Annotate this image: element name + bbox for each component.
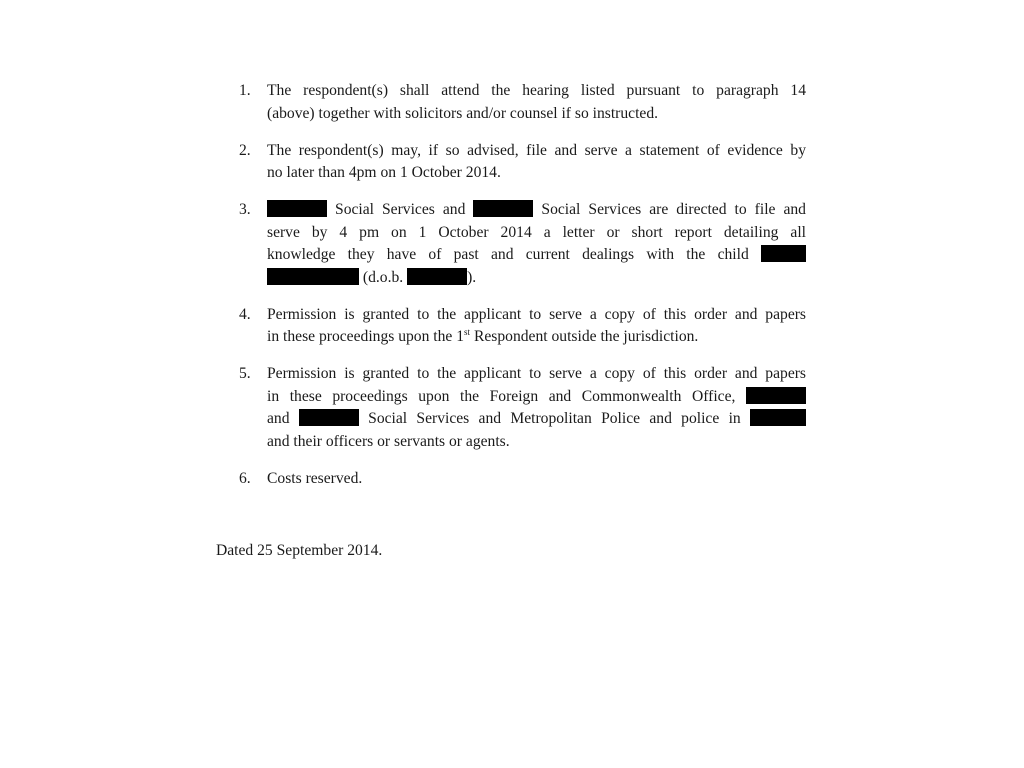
- order-item-6: [239, 468, 806, 491]
- order-line: [267, 244, 806, 267]
- order-item-3: [239, 199, 806, 289]
- order-number: 6.: [239, 469, 251, 487]
- order-number: 4.: [239, 305, 251, 323]
- order-text: knowledge they have of past and current dealings with the child: [267, 246, 749, 263]
- order-text: Social Services and Metropolitan Police and police in: [368, 410, 741, 427]
- order-text: and: [267, 410, 290, 427]
- order-item-4: [239, 304, 806, 349]
- order-text: Social Services and: [335, 201, 466, 218]
- redaction-block: [299, 409, 359, 426]
- order-line: Costs reserved.: [267, 469, 363, 487]
- order-list: [239, 80, 806, 505]
- order-line: [267, 408, 806, 431]
- order-number: 1.: [239, 82, 251, 99]
- redaction-block: [407, 268, 467, 285]
- order-text: (d.o.b.: [362, 268, 404, 286]
- order-text: ).: [467, 268, 477, 286]
- order-line: [267, 267, 806, 290]
- order-line: and their officers or servants or agents.: [267, 432, 510, 450]
- redaction-block: [746, 387, 806, 404]
- redaction-block: [267, 200, 327, 217]
- order-line: serve by 4 pm on 1 October 2014 a letter or short report detailing all: [267, 223, 806, 241]
- order-text: Respondent outside the jurisdiction.: [473, 328, 699, 345]
- order-item-1: [239, 80, 806, 125]
- order-text: in these proceedings upon the 1: [267, 328, 465, 345]
- order-line: [267, 386, 806, 409]
- order-number: 5.: [239, 365, 251, 382]
- ordinal-suffix: st: [464, 327, 471, 337]
- redaction-block: [267, 268, 359, 285]
- dated-line: Dated 25 September 2014.: [216, 542, 383, 559]
- order-line: no later than 4pm on 1 October 2014.: [267, 164, 501, 181]
- order-line: [267, 326, 806, 349]
- redaction-block: [750, 409, 806, 426]
- order-line: [267, 199, 806, 222]
- order-line: Permission is granted to the applicant to serve a copy of this order and papers: [267, 365, 806, 382]
- order-text: in these proceedings upon the Foreign and Commonwealth Office,: [267, 387, 736, 405]
- order-line: The respondent(s) may, if so advised, file and serve a statement of evidence by: [267, 141, 806, 159]
- redaction-block: [761, 245, 806, 262]
- order-item-2: [239, 140, 806, 185]
- order-number: 3.: [239, 201, 251, 218]
- order-text: Social Services are directed to file and: [541, 201, 806, 218]
- order-line: Permission is granted to the applicant to serve a copy of this order and papers: [267, 305, 806, 323]
- order-line: (above) together with solicitors and/or counsel if so instructed.: [267, 104, 659, 122]
- order-number: 2.: [239, 141, 251, 159]
- order-item-5: [239, 363, 806, 453]
- redaction-block: [473, 200, 533, 217]
- order-line: The respondent(s) shall attend the hearing listed pursuant to paragraph 14: [267, 82, 806, 99]
